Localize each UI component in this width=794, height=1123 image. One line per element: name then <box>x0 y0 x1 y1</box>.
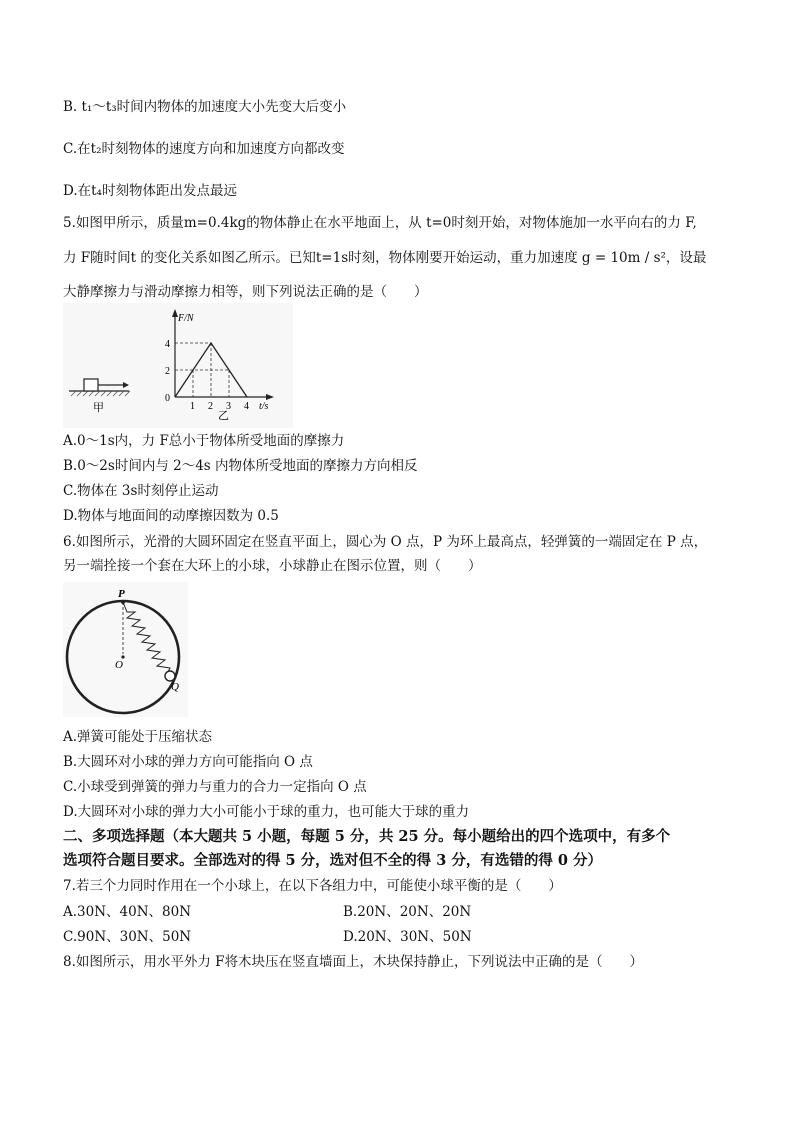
x-axis-label: t/s <box>259 401 269 412</box>
label-jia: 甲 <box>93 401 104 414</box>
label-Q: Q <box>171 681 179 693</box>
q5-stem-line3: 大静摩擦力与滑动摩擦力相等，则下列说法正确的是（ ） <box>63 284 428 300</box>
q7-option-c: C.90N、30N、50N <box>63 929 192 945</box>
y-axis-label: F/N <box>178 313 194 324</box>
y-tick-label: 2 <box>165 366 170 377</box>
q6-stem-line2: 另一端拴接一个套在大环上的小球，小球静止在图示位置，则（ ） <box>63 558 482 574</box>
q6-stem-line1: 6.如图所示，光滑的大圆环固定在竖直平面上，圆心为 O 点，P 为环上最高点，轻弹簧的一端固定在 P 点， <box>63 534 708 550</box>
q6-option-a: A.弹簧可能处于压缩状态 <box>63 729 213 745</box>
small-ball-Q <box>165 671 175 681</box>
q6-figure <box>63 582 188 717</box>
y-tick-label: 4 <box>165 339 170 350</box>
q5-figure <box>63 303 293 428</box>
x-tick-label: 4 <box>244 401 249 412</box>
q5-stem-line2: 力 F随时间t 的变化关系如图乙所示。已知t=1s时刻，物体刚要开始运动，重力加速度 g = 10m / s²，设最 <box>63 250 707 266</box>
x-tick-label: 1 <box>190 401 195 412</box>
q8-stem: 8.如图所示，用水平外力 F将木块压在竖直墙面上，木块保持静止，下列说法中正确的是（ ） <box>63 954 644 970</box>
q4-option-b: B. t₁～t₃时间内物体的加速度大小先变大后变小 <box>63 99 347 115</box>
q6-option-b: B.大圆环对小球的弹力方向可能指向 O 点 <box>63 754 313 770</box>
x-tick-label: 2 <box>208 401 213 412</box>
q5-option-a: A.0～1s内，力 F总小于物体所受地面的摩擦力 <box>63 433 345 449</box>
y-tick-label: 0 <box>165 393 170 404</box>
label-O: O <box>115 659 123 671</box>
q6-option-c: C.小球受到弹簧的弹力与重力的合力一定指向 O 点 <box>63 779 367 795</box>
q4-option-c: C.在t₂时刻物体的速度方向和加速度方向都改变 <box>63 141 345 157</box>
label-yi: 乙 <box>218 409 229 422</box>
q7-stem: 7.若三个力同时作用在一个小球上，在以下各组力中，可能使小球平衡的是（ ） <box>63 878 562 894</box>
section2-heading-line2: 选项符合题目要求。全部选对的得 5 分，选对但不全的得 3 分，有选错的得 0 分） <box>63 852 603 869</box>
q4-option-d: D.在t₄时刻物体距出发点最远 <box>63 183 237 199</box>
q5-option-c: C.物体在 3s时刻停止运动 <box>63 483 219 499</box>
x-tick-label: 3 <box>226 401 231 412</box>
q7-option-a: A.30N、40N、80N <box>63 904 192 920</box>
q6-option-d: D.大圆环对小球的弹力大小可能小于球的重力，也可能大于球的重力 <box>63 804 470 820</box>
section2-heading-line1: 二、多项选择题（本大题共 5 小题，每题 5 分，共 25 分。每小题给出的四个选项中，有多个 <box>63 828 671 845</box>
q5-option-b: B.0～2s时间内与 2～4s 内物体所受地面的摩擦力方向相反 <box>63 458 418 474</box>
q5-option-d: D.物体与地面间的动摩擦因数为 0.5 <box>63 508 279 524</box>
label-P: P <box>118 588 125 600</box>
q5-stem-line1: 5.如图甲所示，质量m=0.4kg的物体静止在水平地面上，从 t=0时刻开始，对物体施加一水平向右的力 F, <box>63 215 697 231</box>
block <box>84 379 98 391</box>
q7-option-b: B.20N、20N、20N <box>343 904 472 920</box>
q7-option-d: D.20N、30N、50N <box>343 929 472 945</box>
